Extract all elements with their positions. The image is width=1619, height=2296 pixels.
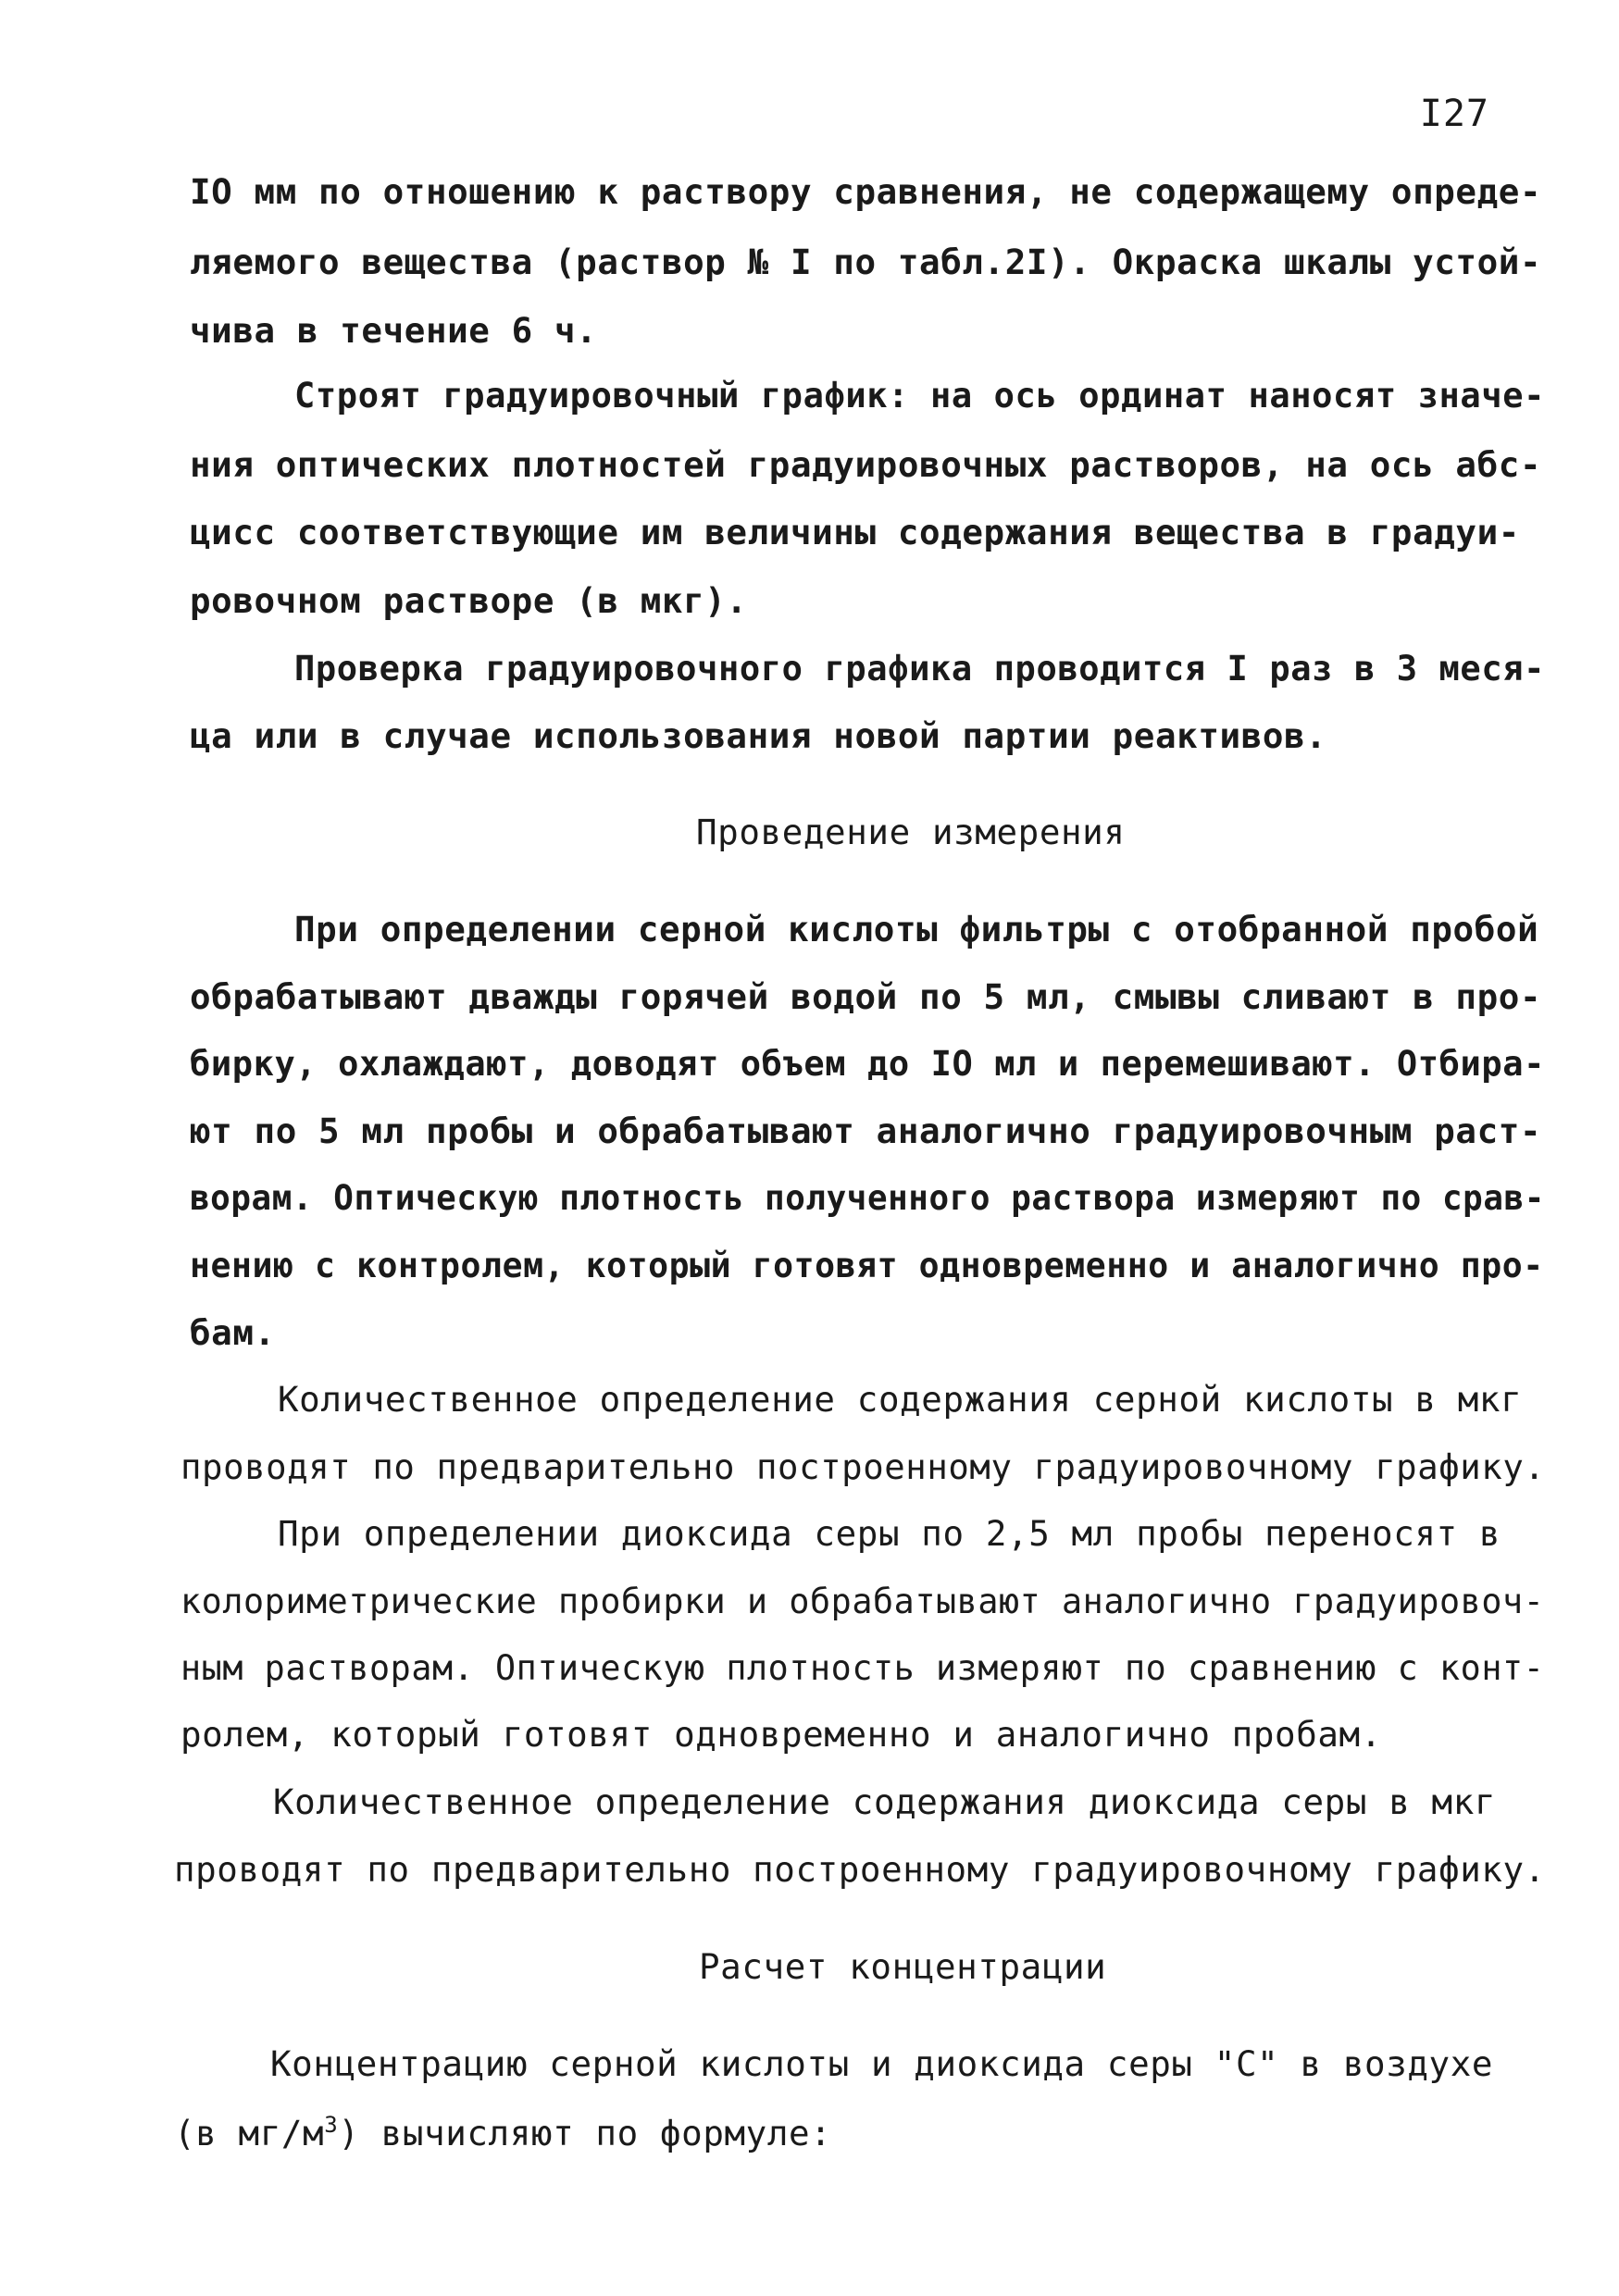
paragraph-4-line-6: нению с контролем, который готовят одновременно и аналогично про- [190,1245,1544,1285]
paragraph-4-line-4: ют по 5 мл пробы и обрабатывают аналогично градуировочным раст- [190,1111,1542,1151]
cubic-superscript: 3 [324,2112,339,2138]
paragraph-8-line-2 [174,2113,831,2153]
paragraph-6-line-2: колориметрические пробирки и обрабатывают аналогично градуировоч- [181,1581,1545,1621]
paragraph-4-line-7: бам. [190,1312,276,1353]
paragraph-5-line-2: проводят по предварительно построенному градуировочному графику. [181,1446,1546,1487]
formula-intro-before: (в мг/м [174,2113,325,2153]
paragraph-1-line-2: ляемого вещества (раствор № I по табл.2I). Окраска шкалы устой- [190,242,1542,282]
paragraph-7-line-1: Количественное определение содержания диоксида серы в мкг [273,1781,1497,1822]
paragraph-4-line-3: бирку, охлаждают, доводят объем до IO мл и перемешивают. Отбира- [190,1043,1546,1084]
paragraph-6-line-3: ным растворам. Оптическую плотность измеряют по сравнению с конт- [181,1647,1545,1688]
section-heading-calculation: Расчет концентрации [699,1946,1107,1987]
paragraph-4-line-1: При определении серной кислоты фильтры с отобранной пробой [294,909,1539,949]
paragraph-2-line-2: ния оптических плотностей градуировочных растворов, на ось абс- [190,444,1542,485]
paragraph-6-line-1: При определении диоксида серы по 2,5 мл пробы переносят в [278,1513,1501,1554]
paragraph-4-line-2: обрабатывают дважды горячей водой по 5 мл, смывы сливают в про- [190,976,1542,1017]
section-heading-measurement: Проведение измерения [696,812,1126,852]
paragraph-2-line-4: ровочном растворе (в мкг). [190,580,748,621]
paragraph-7-line-2: проводят по предварительно построенному градуировочному графику. [174,1849,1546,1890]
paragraph-8-line-1: Концентрацию серной кислоты и диоксида серы "С" в воздухе [270,2043,1494,2084]
paragraph-6-line-4: ролем, который готовят одновременно и аналогично пробам. [181,1714,1382,1755]
paragraph-2-line-3: цисс соответствующие им величины содержания вещества в градуи- [190,512,1520,552]
formula-intro-after: ) вычисляют по формуле: [338,2113,832,2153]
paragraph-1-line-1: IO мм по отношению к раствору сравнения, не содержащему опреде- [190,171,1542,212]
paragraph-1-line-3: чива в течение 6 ч. [190,310,598,351]
paragraph-3-line-2: ца или в случае использования новой партии реактивов. [190,715,1327,756]
paragraph-4-line-5: ворам. Оптическую плотность полученного раствора измеряют по срав- [190,1177,1545,1218]
paragraph-2-line-1: Строят градуировочный график: на ось ординат наносят значе- [294,375,1546,416]
paragraph-3-line-1: Проверка градуировочного графика проводится I раз в 3 меся- [294,648,1546,689]
paragraph-5-line-1: Количественное определение содержания серной кислоты в мкг [278,1379,1523,1420]
page-number: I27 [1419,93,1489,135]
